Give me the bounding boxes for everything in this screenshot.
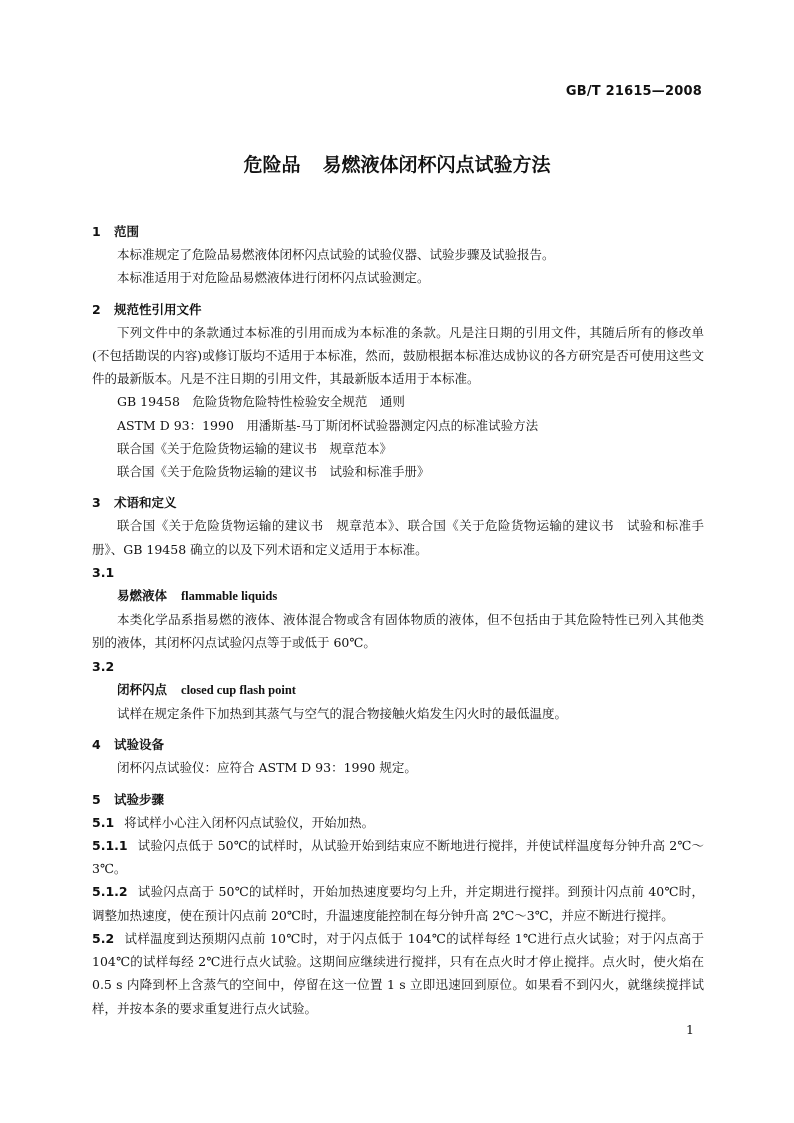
term-chinese: 易燃液体: [117, 588, 168, 604]
clause-5-1-2: [92, 880, 704, 926]
paragraph: 本标准适用于对危险品易燃液体进行闭杯闪点试验测定。: [117, 270, 430, 286]
page-title: [0, 150, 794, 177]
paragraph: 下列文件中的条款通过本标准的引用而成为本标准的条款。凡是注日期的引用文件，其随后所有的修改单(不包括勘误的内容)或修订版均不适用于本标准，然而，鼓励根据本标准达成协议的各方研究是否可使用这些文件的最新版本。凡是不注日期的引用文件，其最新版本适用于本标准。: [92, 324, 704, 387]
section-heading-terms: [92, 491, 704, 514]
term-english: flammable liquids: [181, 589, 278, 604]
reference-item: 联合国《关于危险货物运输的建议书 试验和标准手册》: [117, 464, 430, 480]
reference-item: 联合国《关于危险货物运输的建议书 规章范本》: [117, 440, 393, 456]
section-number: 4: [92, 737, 101, 753]
paragraph: 本标准规定了危险品易燃液体闭杯闪点试验的试验仪器、试验步骤及试验报告。: [117, 247, 555, 263]
term-definition: 试样在规定条件下加热到其蒸气与空气的混合物接触火焰发生闪火时的最低温度。: [117, 706, 568, 722]
term-number: 3.2: [92, 658, 115, 674]
standard-number: GB/T 21615—2008: [565, 84, 702, 99]
term-english: closed cup flash point: [181, 682, 296, 697]
clause-5-2: [92, 927, 704, 1020]
section-title: 范围: [114, 224, 140, 239]
section-number: 2: [92, 301, 101, 317]
clause-text: 试验闪点低于 50℃的试样时，从试验开始到结束应不断地进行搅拌，并使试样温度每分钟升高 2℃～3℃。: [92, 838, 704, 877]
clause-number: 5.2: [92, 930, 115, 946]
section-number: 1: [92, 224, 101, 239]
term-definition: 本类化学品系指易燃的液体、液体混合物或含有固体物质的液体，但不包括由于其危险特性已列入其他类别的液体，其闭杯闪点试验闪点等于或低于 60℃。: [92, 612, 704, 651]
section-number: 5: [92, 791, 101, 807]
term-heading: [92, 678, 704, 702]
clause-text: 将试样小心注入闭杯闪点试验仪，开始加热。: [124, 814, 375, 830]
section-heading-equipment: [92, 733, 704, 756]
clause-number: 5.1.1: [92, 838, 128, 854]
section-heading-references: [92, 298, 704, 321]
section-number: 3: [92, 495, 101, 511]
term-heading: [92, 584, 704, 608]
reference-item: GB 19458 危险货物危险特性检验安全规范 通则: [117, 394, 405, 410]
section-title: 试验步骤: [114, 791, 165, 807]
page-number: 1: [686, 1022, 694, 1037]
paragraph: 联合国《关于危险货物运输的建议书 规章范本》、联合国《关于危险货物运输的建议书 试验和标准手册》、GB 19458 确立的以及下列术语和定义适用于本标准。: [92, 518, 704, 557]
document-body: [92, 214, 704, 1020]
section-heading-scope: [92, 220, 704, 243]
section-title: 试验设备: [114, 737, 165, 753]
clause-5-1-1: [92, 834, 704, 880]
term-chinese: 闭杯闪点: [117, 681, 168, 697]
title-part-2: 易燃液体闭杯闪点试验方法: [322, 154, 551, 176]
clause-text: 试验闪点高于 50℃的试样时，开始加热速度要均匀上升，并定期进行搅拌。到预计闪点前 40℃时，调整加热速度，使在预计闪点前 20℃时，升温速度能控制在每分钟升高 2℃～3℃，并应不断进行搅拌。: [92, 884, 704, 923]
clause-text: 试样温度到达预期闪点前 10℃时，对于闪点低于 104℃的试样每经 1℃进行点火试验；对于闪点高于 104℃的试样每经 2℃进行点火试验。这期间应继续进行搅拌，只有在点火时才停止搅拌。点火时，使火焰在 0.5 s 内降到杯上含蒸气的空间中，停留在这一位置 1 s 立即迅速回到原位。如果看不到闪火，就继续搅拌试样，并按本条的要求重复进行点火试验。: [92, 930, 704, 1016]
section-heading-procedure: [92, 788, 704, 811]
reference-item: ASTM D 93：1990 用潘斯基-马丁斯闭杯试验器测定闪点的标准试验方法: [117, 417, 539, 433]
title-part-1: 危险品: [243, 154, 301, 176]
term-number: 3.1: [92, 564, 115, 580]
clause-number: 5.1: [92, 814, 115, 830]
paragraph: 闭杯闪点试验仪：应符合 ASTM D 93：1990 规定。: [117, 760, 417, 776]
section-title: 术语和定义: [114, 495, 177, 511]
clause-number: 5.1.2: [92, 884, 128, 900]
clause-5-1: [92, 811, 704, 834]
section-title: 规范性引用文件: [114, 301, 202, 317]
